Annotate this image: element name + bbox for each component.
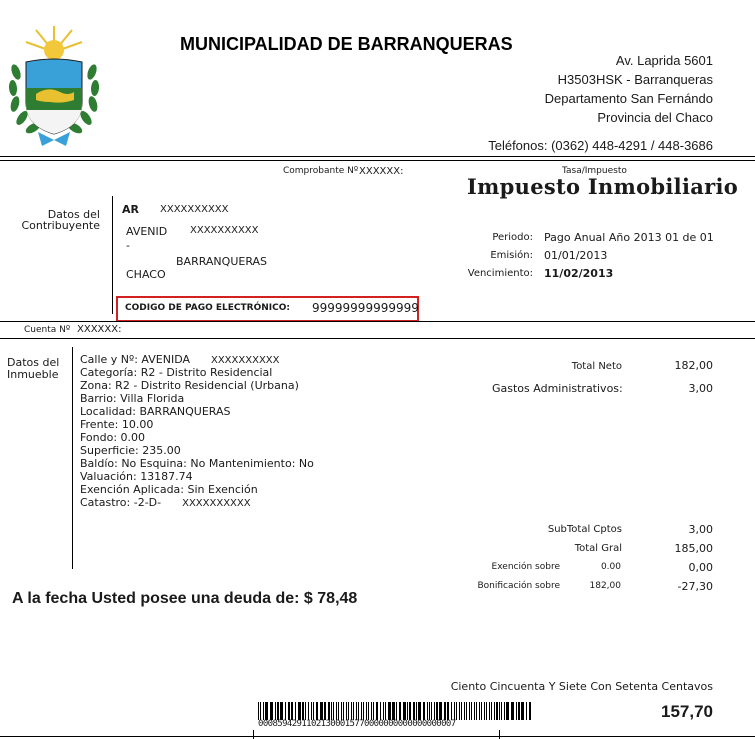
gastos-value: 3,00	[688, 382, 713, 395]
payment-barcode	[258, 702, 534, 720]
barcode-bar	[331, 702, 332, 720]
subtotal-label: SubTotal Cptos	[547, 524, 622, 535]
inmueble-line: Valuación: 13187.74	[80, 470, 193, 483]
exencion-label: Exención sobre	[491, 562, 560, 572]
cuenta-value: XXXXXX:	[77, 324, 122, 335]
contribuyente-city: BARRANQUERAS	[176, 255, 268, 268]
barcode-bar	[291, 702, 293, 720]
tasa-title: Impuesto Inmobiliario	[467, 174, 739, 199]
phone-numbers: Teléfonos: (0362) 448-4291 / 448-3686	[488, 138, 713, 153]
barcode-bar	[277, 702, 279, 720]
barcode-bar	[275, 702, 276, 720]
barcode-bar	[476, 702, 477, 720]
barcode-bar	[403, 702, 406, 720]
barcode-bar	[529, 702, 531, 720]
emision-label: Emisión:	[490, 250, 533, 261]
bottom-tick-2	[499, 730, 500, 739]
emision-value: 01/01/2013	[544, 249, 608, 262]
barcode-bar	[288, 702, 290, 720]
exencion-value: 0,00	[688, 561, 713, 574]
municipal-coat-of-arms-logo	[4, 22, 104, 157]
barcode-bar	[427, 702, 428, 720]
barcode-bar	[373, 702, 374, 720]
barcode-bar	[459, 702, 460, 720]
inmueble-calle	[80, 353, 314, 366]
barcode-bar	[348, 702, 349, 720]
barcode-bar	[358, 702, 359, 720]
barcode-bar	[351, 702, 352, 720]
barcode-bar	[461, 702, 462, 720]
barcode-bar	[396, 702, 397, 720]
periodo-label: Periodo:	[492, 232, 533, 243]
barcode-bar	[356, 702, 357, 720]
bottom-divider	[0, 736, 755, 737]
inmueble-line: Exención Aplicada: Sin Exención	[80, 483, 258, 496]
inmueble-calle-label: Calle y Nº: AVENIDA	[80, 353, 190, 366]
barcode-bar	[311, 702, 312, 720]
barcode-bar	[474, 702, 475, 720]
codigo-pago-label: CODIGO DE PAGO ELECTRÓNICO:	[125, 303, 290, 313]
barcode-bar	[489, 702, 490, 720]
barcode-bars	[258, 702, 534, 720]
contribuyente-label-2: Contribuyente	[21, 219, 100, 232]
barcode-bar	[361, 702, 362, 720]
inmueble-catastro	[80, 496, 314, 509]
codigo-pago-box	[116, 296, 419, 322]
bottom-tick-1	[253, 730, 254, 739]
tasa-label: Tasa/Impuesto	[562, 166, 627, 176]
gastos-label: Gastos Administrativos:	[492, 382, 623, 395]
cuenta-divider-2	[0, 338, 755, 339]
header-divider	[0, 156, 755, 157]
address-line-2: H3503HSK - Barranqueras	[557, 72, 713, 87]
bonificacion-value: -27,30	[677, 580, 713, 593]
barcode-bar	[366, 702, 367, 720]
amount-in-words: Ciento Cincuenta Y Siete Con Setenta Centavos	[450, 680, 713, 693]
barcode-bar	[409, 702, 411, 720]
barcode-bar	[501, 702, 502, 720]
address-line-1: Av. Laprida 5601	[615, 53, 713, 68]
exencion-base: 0.00	[600, 562, 621, 572]
inmueble-details	[80, 353, 314, 509]
barcode-bar	[305, 702, 306, 720]
codigo-pago-value: 99999999999999	[312, 301, 419, 315]
contribuyente-prefix: AR	[122, 203, 139, 216]
barcode-bar	[280, 702, 283, 720]
barcode-bar	[418, 702, 421, 720]
barcode-bar	[341, 702, 342, 720]
vencimiento-value: 11/02/2013	[544, 267, 614, 280]
inmueble-line: Categoría: R2 - Distrito Residencial	[80, 366, 273, 379]
barcode-bar	[324, 702, 326, 720]
barcode-bar	[258, 702, 259, 720]
barcode-bar	[399, 702, 401, 720]
barcode-bar	[516, 702, 517, 720]
barcode-bar	[328, 702, 330, 720]
barcode-bar	[343, 702, 344, 720]
barcode-bar	[263, 702, 264, 720]
barcode-bar	[353, 702, 354, 720]
total-gral-label: Total Gral	[574, 543, 622, 554]
barcode-bar	[383, 702, 384, 720]
barcode-bar	[439, 702, 442, 720]
contribuyente-name: XXXXXXXXXX	[160, 204, 229, 215]
barcode-bar	[429, 702, 430, 720]
barcode-bar	[308, 702, 309, 720]
comprobante-label: Comprobante Nº	[283, 166, 359, 176]
barcode-bar	[484, 702, 485, 720]
total-gral-value: 185,00	[674, 542, 713, 555]
barcode-bar	[416, 702, 417, 720]
contribuyente-label-1: Datos del	[47, 208, 100, 221]
barcode-bar	[464, 702, 465, 720]
barcode-bar	[368, 702, 369, 720]
barcode-bar	[471, 702, 472, 720]
inmueble-line: Superficie: 235.00	[80, 444, 181, 457]
address-line-3: Departamento San Fernándo	[544, 91, 713, 106]
bonificacion-base: 182,00	[589, 581, 621, 591]
barcode-bar	[295, 702, 296, 720]
barcode-bar	[494, 702, 495, 720]
final-total: 157,70	[661, 702, 713, 721]
barcode-bar	[388, 702, 391, 720]
barcode-bar	[431, 702, 432, 720]
barcode-bar	[521, 702, 524, 720]
contribuyente-street-prefix: AVENID	[126, 225, 168, 238]
barcode-bar	[380, 702, 381, 720]
barcode-bar	[346, 702, 347, 720]
inmueble-label-2: Inmueble	[7, 368, 59, 381]
cuenta-label: Cuenta Nº	[24, 325, 71, 335]
contribuyente-street-value: XXXXXXXXXX	[190, 225, 259, 236]
barcode-bar	[506, 702, 509, 720]
barcode-bar	[496, 702, 498, 720]
header-divider-2	[0, 160, 755, 161]
comprobante-value: XXXXXX:	[359, 166, 404, 177]
inmueble-line: Frente: 10.00	[80, 418, 154, 431]
barcode-bar	[338, 702, 339, 720]
barcode-bar	[436, 702, 438, 720]
barcode-bar	[371, 702, 372, 720]
inmueble-catastro-label: Catastro: -2-D-	[80, 496, 162, 509]
cuenta-divider	[0, 321, 755, 322]
barcode-bar	[385, 702, 386, 720]
barcode-bar	[413, 702, 415, 720]
barcode-bar	[270, 702, 273, 720]
barcode-bar	[479, 702, 480, 720]
periodo-value: Pago Anual Año 2013 01 de 01	[544, 231, 714, 244]
total-neto-label: Total Neto	[571, 361, 622, 372]
barcode-bar	[434, 702, 435, 720]
contribuyente-dash: -	[126, 239, 130, 252]
bonificacion-label: Bonificación sobre	[477, 581, 560, 591]
barcode-bar	[486, 702, 487, 720]
barcode-bar	[526, 702, 527, 720]
inmueble-calle-value: XXXXXXXXXX	[210, 355, 280, 366]
barcode-bar	[499, 702, 500, 720]
barcode-bar	[511, 702, 514, 720]
barcode-bar	[481, 702, 482, 720]
debt-notice: A la fecha Usted posee una deuda de: $ 78,48	[12, 590, 358, 607]
barcode-bar	[518, 702, 520, 720]
inmueble-line: Barrio: Villa Florida	[80, 392, 185, 405]
barcode-bar	[298, 702, 301, 720]
inmueble-vertical-line	[72, 347, 73, 569]
barcode-bar	[316, 702, 318, 720]
inmueble-line: Baldío: No Esquina: No Mantenimiento: No	[80, 457, 314, 470]
barcode-bar	[451, 702, 452, 720]
barcode-bar	[285, 702, 286, 720]
barcode-bar	[260, 702, 261, 720]
barcode-bar	[444, 702, 446, 720]
barcode-bar	[376, 702, 378, 720]
subtotal-value: 3,00	[688, 523, 713, 536]
total-neto-value: 182,00	[674, 359, 713, 372]
municipality-title: MUNICIPALIDAD DE BARRANQUERAS	[180, 34, 513, 54]
barcode-bar	[363, 702, 364, 720]
barcode-bar	[407, 702, 408, 720]
barcode-bar	[456, 702, 457, 720]
contribuyente-vertical-line	[112, 196, 113, 314]
barcode-bar	[313, 702, 314, 720]
inmueble-line: Localidad: BARRANQUERAS	[80, 405, 231, 418]
barcode-bar	[265, 702, 268, 720]
inmueble-line: Fondo: 0.00	[80, 431, 146, 444]
barcode-bar	[447, 702, 449, 720]
inmueble-catastro-value: XXXXXXXXXX	[182, 498, 251, 509]
barcode-bar	[336, 702, 337, 720]
barcode-bar	[491, 702, 492, 720]
barcode-bar	[302, 702, 304, 720]
vencimiento-label: Vencimiento:	[467, 268, 533, 279]
barcode-bar	[504, 702, 505, 720]
barcode-bar	[392, 702, 395, 720]
barcode-bar	[469, 702, 470, 720]
barcode-bar	[320, 702, 323, 720]
barcode-bar	[466, 702, 467, 720]
inmueble-line: Zona: R2 - Distrito Residencial (Urbana)	[80, 379, 299, 392]
barcode-bar	[333, 702, 334, 720]
address-line-4: Provincia del Chaco	[597, 110, 713, 125]
inmueble-label-1: Datos del	[7, 356, 60, 369]
barcode-number: 00085942911021300015770000000000000000007	[258, 719, 456, 729]
barcode-bar	[423, 702, 425, 720]
barcode-bar	[454, 702, 455, 720]
contribuyente-province: CHACO	[126, 268, 166, 281]
